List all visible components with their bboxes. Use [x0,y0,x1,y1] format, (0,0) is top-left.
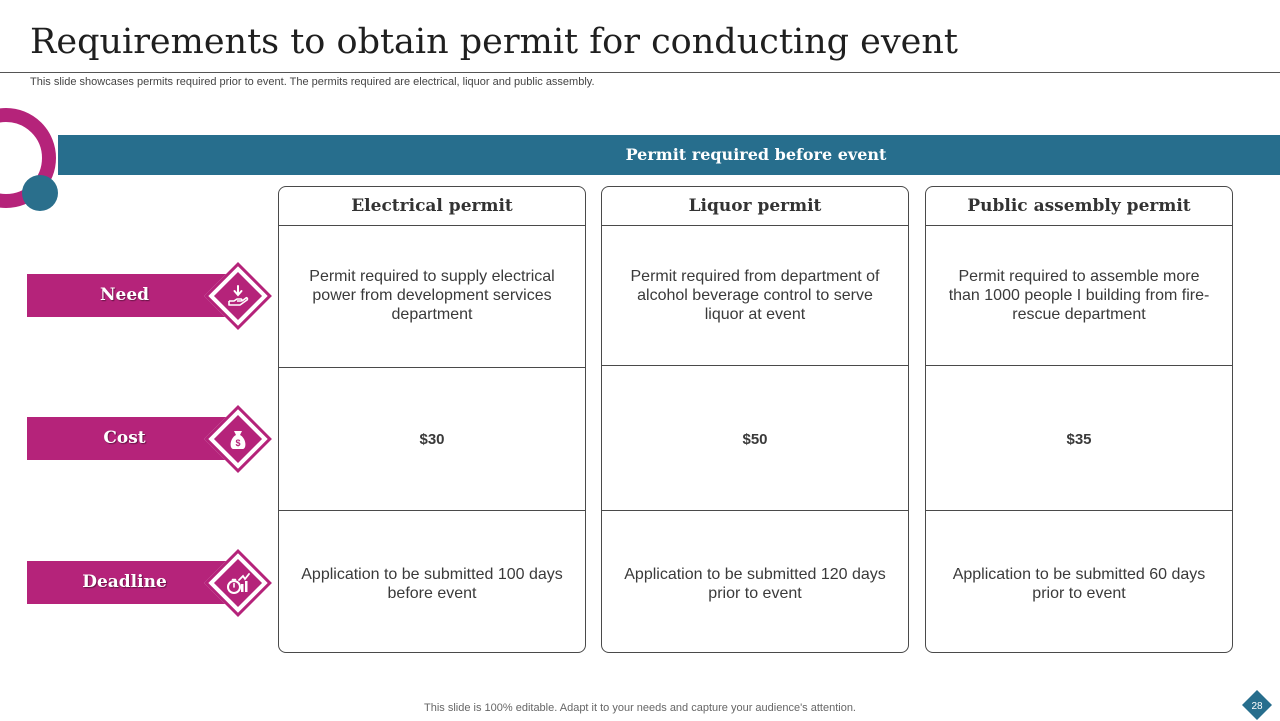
permit-need-text: Permit required to supply electrical power from development services department [309,268,555,323]
permit-card-liquor [601,186,909,653]
banner-title: Permit required before event [625,145,887,164]
permit-card-title: Liquor permit [602,187,908,226]
permit-card-title: Electrical permit [279,187,585,226]
page-number: 28 [1251,701,1263,712]
title-divider [0,72,1280,73]
decorative-dot [22,175,58,211]
row-label-cost: Cost [27,417,232,460]
permit-card-public-assembly [925,186,1233,653]
permit-card-electrical [278,186,586,653]
permit-cost-value: $30 [419,430,445,448]
money-bag-icon [221,422,255,456]
row-label-deadline: Deadline [27,561,232,604]
permit-deadline-text: Application to be submitted 120 days prior to event [624,566,886,602]
slide-subtitle: This slide showcases permits required prior to event. The permits required are electrical, liquor and public assembly. [30,76,595,88]
permit-need-text: Permit required from department of alcohol beverage control to serve liquor at event [630,268,880,323]
hand-arrow-icon [221,279,255,313]
page-number-badge [1241,689,1273,721]
row-divider [602,365,908,366]
row-divider [926,365,1232,366]
slide-title: Requirements to obtain permit for conducting event [30,22,958,62]
permit-cost-value: $35 [1066,430,1092,448]
permit-card-title: Public assembly permit [926,187,1232,226]
permit-deadline-text: Application to be submitted 100 days before event [301,566,563,602]
permit-cost-value: $50 [742,430,768,448]
stopwatch-chart-icon [221,566,255,600]
permit-deadline-text: Application to be submitted 60 days prior to event [952,566,1206,602]
row-label-need: Need [27,274,232,317]
svg-text:$: $ [235,438,241,448]
permit-need-text: Permit required to assemble more than 1000 people I building from fire-rescue department [948,268,1210,323]
footer-note: This slide is 100% editable. Adapt it to your needs and capture your audience's attention. [424,702,856,714]
